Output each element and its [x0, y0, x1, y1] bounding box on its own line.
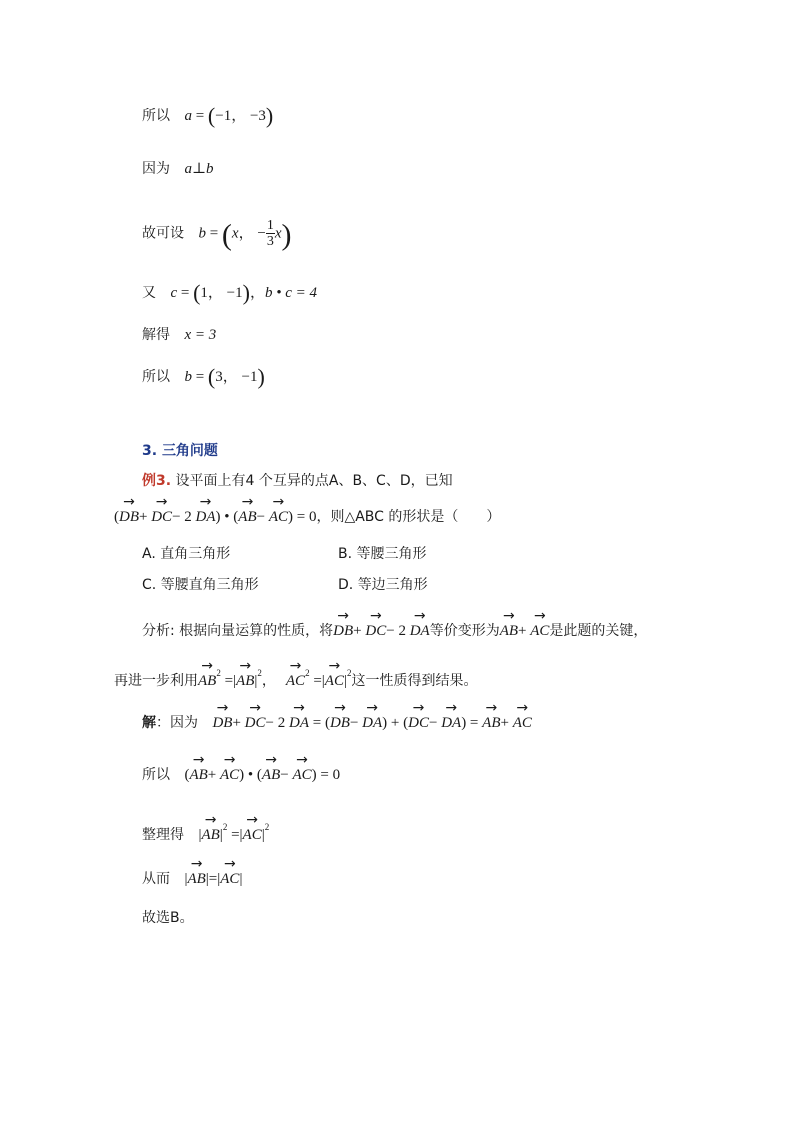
solution-because: 解：因为 → DB+ → DC− 2 → DA = (→ DB− → DA) + (→ DC− → DA) = → AB+ → AC — [142, 712, 532, 734]
solution-line-5: 解得 x = 3 — [142, 327, 217, 343]
solution-line-2: 因为 a⊥b — [142, 161, 214, 177]
example-condition: (→ DB+ → DC− 2 → DA) • (→ AB− → AC) = 0，则△ABC 的形状是（ ） — [114, 506, 500, 528]
fraction: $\frac{1}{3}$ — [266, 218, 274, 249]
solution-line-6: 所以 b = (3， −1) — [142, 364, 265, 389]
solution-line-1: 所以 a = (−1， −3) — [142, 103, 274, 128]
solution-thus: 从而 |→ AB|=|→ AC| — [142, 868, 242, 890]
example-statement: 例3. 设平面上有4 个互异的点A、B、C、D，已知 — [142, 473, 453, 489]
solution-arrange: 整理得 |→ $AB|^2$ =|→ $AC|^2$ — [142, 816, 269, 846]
solution-so: 所以 (→ AB+ → AC) • (→ AB− → AC) = 0 — [142, 764, 340, 786]
solution-line-3: 故可设 b = (x， − $\frac{1}{3}$ x) — [142, 218, 292, 252]
analysis-line-1: 分析: 根据向量运算的性质，将→ DB+ → DC− 2 → DA等价变形为→ AB+ → AC是此题的关键， — [142, 620, 647, 642]
solution-line-4: 又 c = (1， −1)，b • c = 4 — [142, 280, 318, 305]
option-b: B. 等腰三角形 — [338, 546, 427, 562]
option-a: A. 直角三角形 — [142, 546, 231, 562]
option-d: D. 等边三角形 — [338, 577, 428, 593]
solution-answer: 故选B。 — [142, 910, 194, 926]
analysis-line-2: 再进一步利用→ $AB^2$ =|→ $AB|^2$，→ $AC^2$ =|→ $AC|^2$这一性质得到结果。 — [114, 662, 477, 692]
section-heading: 3. 三角问题 — [142, 443, 218, 459]
option-c: C. 等腰直角三角形 — [142, 577, 259, 593]
